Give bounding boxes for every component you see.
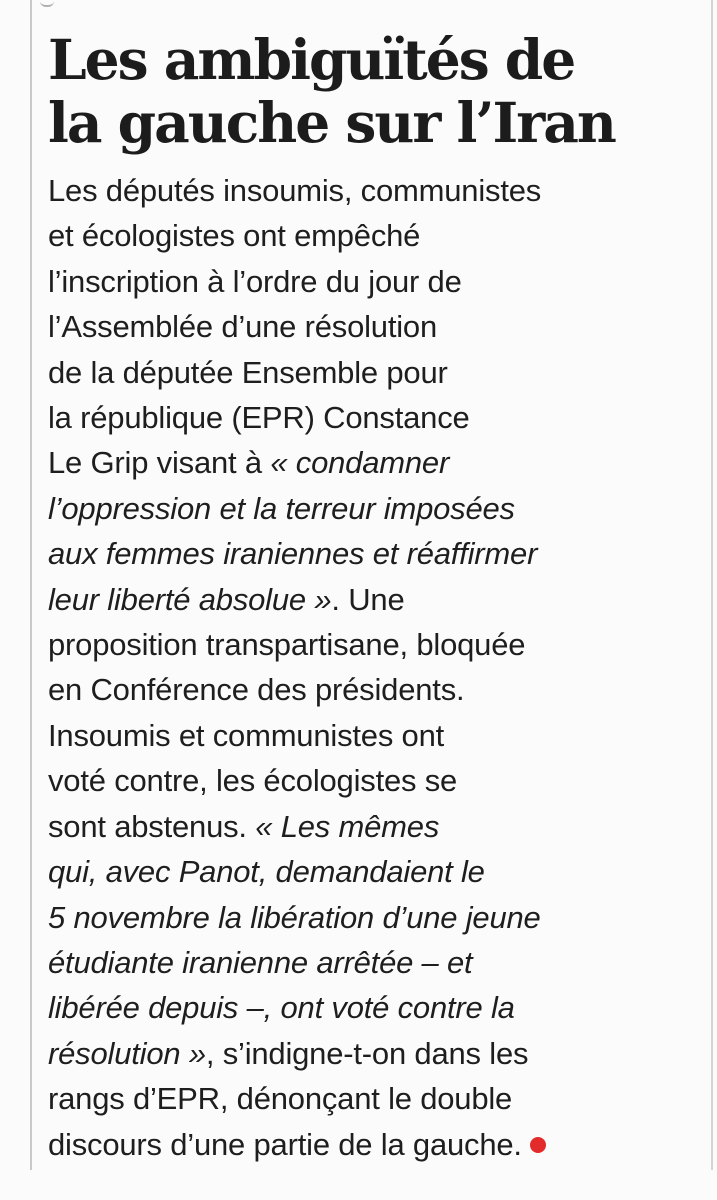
headline-line-2: la gauche sur l’Iran: [48, 90, 615, 155]
quote-text: résolution »: [48, 1035, 206, 1071]
quote-line: qui, avec Panot, demandaient le: [48, 854, 485, 890]
body-line: [48, 440, 698, 485]
quote-text: « condamner: [270, 445, 450, 481]
column-rule-right: [711, 0, 713, 1170]
body-text: Le Grip visant à: [48, 445, 271, 481]
body-line: voté contre, les écologistes se: [48, 763, 458, 799]
body-line: Insoumis et communistes ont: [48, 717, 445, 753]
article-headline: [48, 28, 698, 154]
body-line: proposition transpartisane, bloquée: [48, 627, 526, 663]
body-line: l’Assemblée d’une résolution: [48, 309, 438, 345]
body-line: rangs d’EPR, dénonçant le double: [48, 1081, 513, 1117]
body-line: la république (EPR) Constance: [48, 400, 470, 436]
body-line: de la députée Ensemble pour: [48, 354, 448, 390]
body-text: , s’indigne-t-on dans les: [205, 1035, 529, 1071]
body-line: en Conférence des présidents.: [48, 672, 465, 708]
quote-text: « Les mêmes: [255, 808, 440, 844]
body-line: [48, 804, 698, 849]
body-line: Les députés insoumis, communistes: [48, 173, 542, 208]
quote-line: aux femmes iraniennes et réaffirmer: [48, 536, 538, 572]
body-line: [48, 1122, 698, 1167]
body-text: . Une: [331, 581, 405, 617]
body-line: [48, 577, 698, 622]
article-body: [48, 168, 698, 1167]
quote-line: 5 novembre la libération d’une jeune: [48, 899, 541, 935]
quote-line: l’oppression et la terreur imposées: [48, 490, 515, 526]
quote-line: libérée depuis –, ont voté contre la: [48, 990, 515, 1026]
end-of-article-dot-icon: [530, 1137, 546, 1153]
body-line: l’inscription à l’ordre du jour de: [48, 263, 462, 299]
body-line: [48, 1031, 698, 1076]
quote-text: leur liberté absolue »: [48, 581, 332, 617]
body-text: sont abstenus.: [48, 808, 256, 844]
headline-line-1: Les ambiguïtés de: [48, 27, 575, 92]
quote-line: étudiante iranienne arrêtée – et: [48, 944, 473, 980]
article: [48, 28, 698, 1167]
body-text: discours d’une partie de la gauche.: [48, 1126, 522, 1162]
column-rule-left: [30, 0, 32, 1170]
body-line: et écologistes ont empêché: [48, 218, 421, 254]
corner-scan-mark: [40, 0, 54, 7]
